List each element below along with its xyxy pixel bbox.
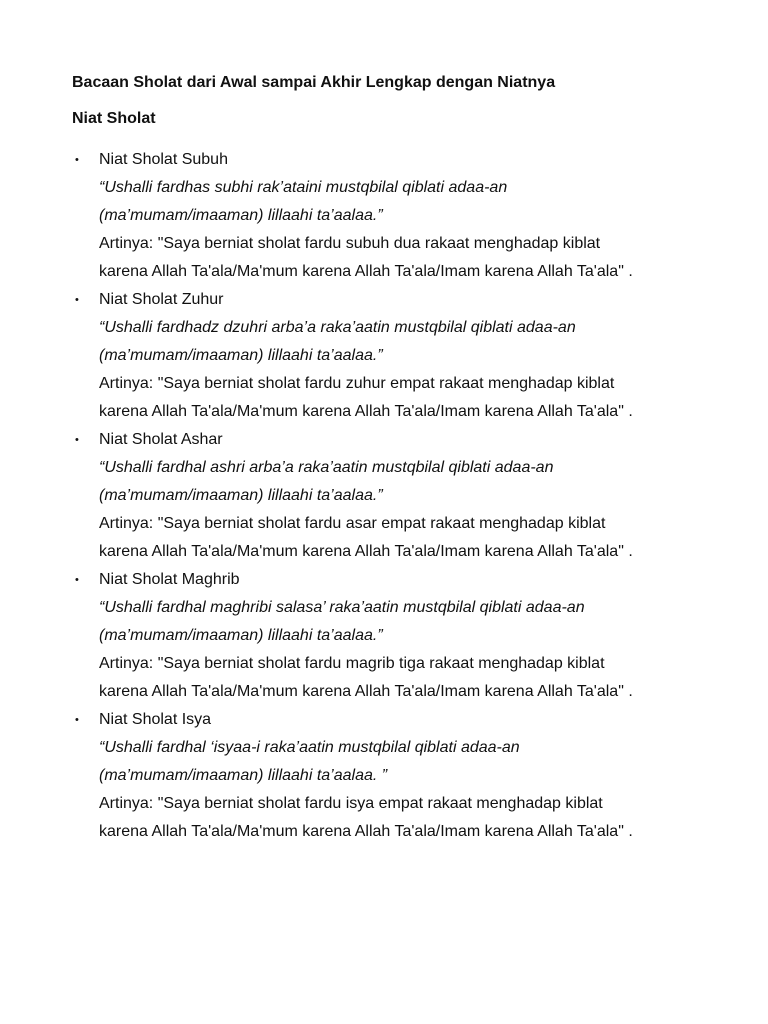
list-item-maghrib (0, 566, 768, 706)
item-heading: Niat Sholat Maghrib (99, 571, 240, 588)
latin-text-line: “Ushalli fardhadz dzuhri arba’a raka’aatin mustqbilal qiblati adaa-an (99, 319, 576, 336)
meaning-text-line: Artinya: "Saya berniat sholat fardu magrib tiga rakaat menghadap kiblat (99, 655, 605, 672)
section-heading: Niat Sholat (72, 110, 156, 127)
list-item-isya (0, 706, 768, 846)
bullet-icon: • (75, 294, 79, 306)
meaning-text-line: Artinya: "Saya berniat sholat fardu isya empat rakaat menghadap kiblat (99, 795, 603, 812)
meaning-text-line: karena Allah Ta'ala/Ma'mum karena Allah Ta'ala/Imam karena Allah Ta'ala" . (99, 263, 633, 280)
latin-text-line: (ma’mumam/imaaman) lillaahi ta’aalaa.” (99, 627, 383, 644)
latin-text-line: “Ushalli fardhas subhi rak’ataini mustqbilal qiblati adaa-an (99, 179, 508, 196)
latin-text-line: (ma’mumam/imaaman) lillaahi ta’aalaa.” (99, 347, 383, 364)
latin-text-line: (ma’mumam/imaaman) lillaahi ta’aalaa. ” (99, 767, 388, 784)
meaning-text-line: Artinya: "Saya berniat sholat fardu zuhur empat rakaat menghadap kiblat (99, 375, 615, 392)
meaning-text-line: Artinya: "Saya berniat sholat fardu subuh dua rakaat menghadap kiblat (99, 235, 601, 252)
latin-text-line: “Ushalli fardhal ‘isyaa-i raka’aatin mustqbilal qiblati adaa-an (99, 739, 520, 756)
meaning-text-line: karena Allah Ta'ala/Ma'mum karena Allah Ta'ala/Imam karena Allah Ta'ala" . (99, 683, 633, 700)
list-item-subuh (0, 146, 768, 286)
item-heading: Niat Sholat Subuh (99, 151, 228, 168)
list-item-ashar (0, 426, 768, 566)
item-heading: Niat Sholat Zuhur (99, 291, 224, 308)
latin-text-line: “Ushalli fardhal ashri arba’a raka’aatin mustqbilal qiblati adaa-an (99, 459, 554, 476)
item-heading: Niat Sholat Ashar (99, 431, 223, 448)
list-item-zuhur (0, 286, 768, 426)
latin-text-line: (ma’mumam/imaaman) lillaahi ta’aalaa.” (99, 487, 383, 504)
document-title: Bacaan Sholat dari Awal sampai Akhir Lengkap dengan Niatnya (72, 74, 556, 91)
bullet-icon: • (75, 574, 79, 586)
latin-text-line: “Ushalli fardhal maghribi salasa’ raka’aatin mustqbilal qiblati adaa-an (99, 599, 585, 616)
meaning-text-line: karena Allah Ta'ala/Ma'mum karena Allah Ta'ala/Imam karena Allah Ta'ala" . (99, 543, 633, 560)
latin-text-line: (ma’mumam/imaaman) lillaahi ta’aalaa.” (99, 207, 383, 224)
item-heading: Niat Sholat Isya (99, 711, 212, 728)
niat-list (0, 146, 768, 846)
bullet-icon: • (75, 154, 79, 166)
meaning-text-line: karena Allah Ta'ala/Ma'mum karena Allah Ta'ala/Imam karena Allah Ta'ala" . (99, 823, 633, 840)
meaning-text-line: Artinya: "Saya berniat sholat fardu asar empat rakaat menghadap kiblat (99, 515, 606, 532)
bullet-icon: • (75, 714, 79, 726)
bullet-icon: • (75, 434, 79, 446)
meaning-text-line: karena Allah Ta'ala/Ma'mum karena Allah Ta'ala/Imam karena Allah Ta'ala" . (99, 403, 633, 420)
